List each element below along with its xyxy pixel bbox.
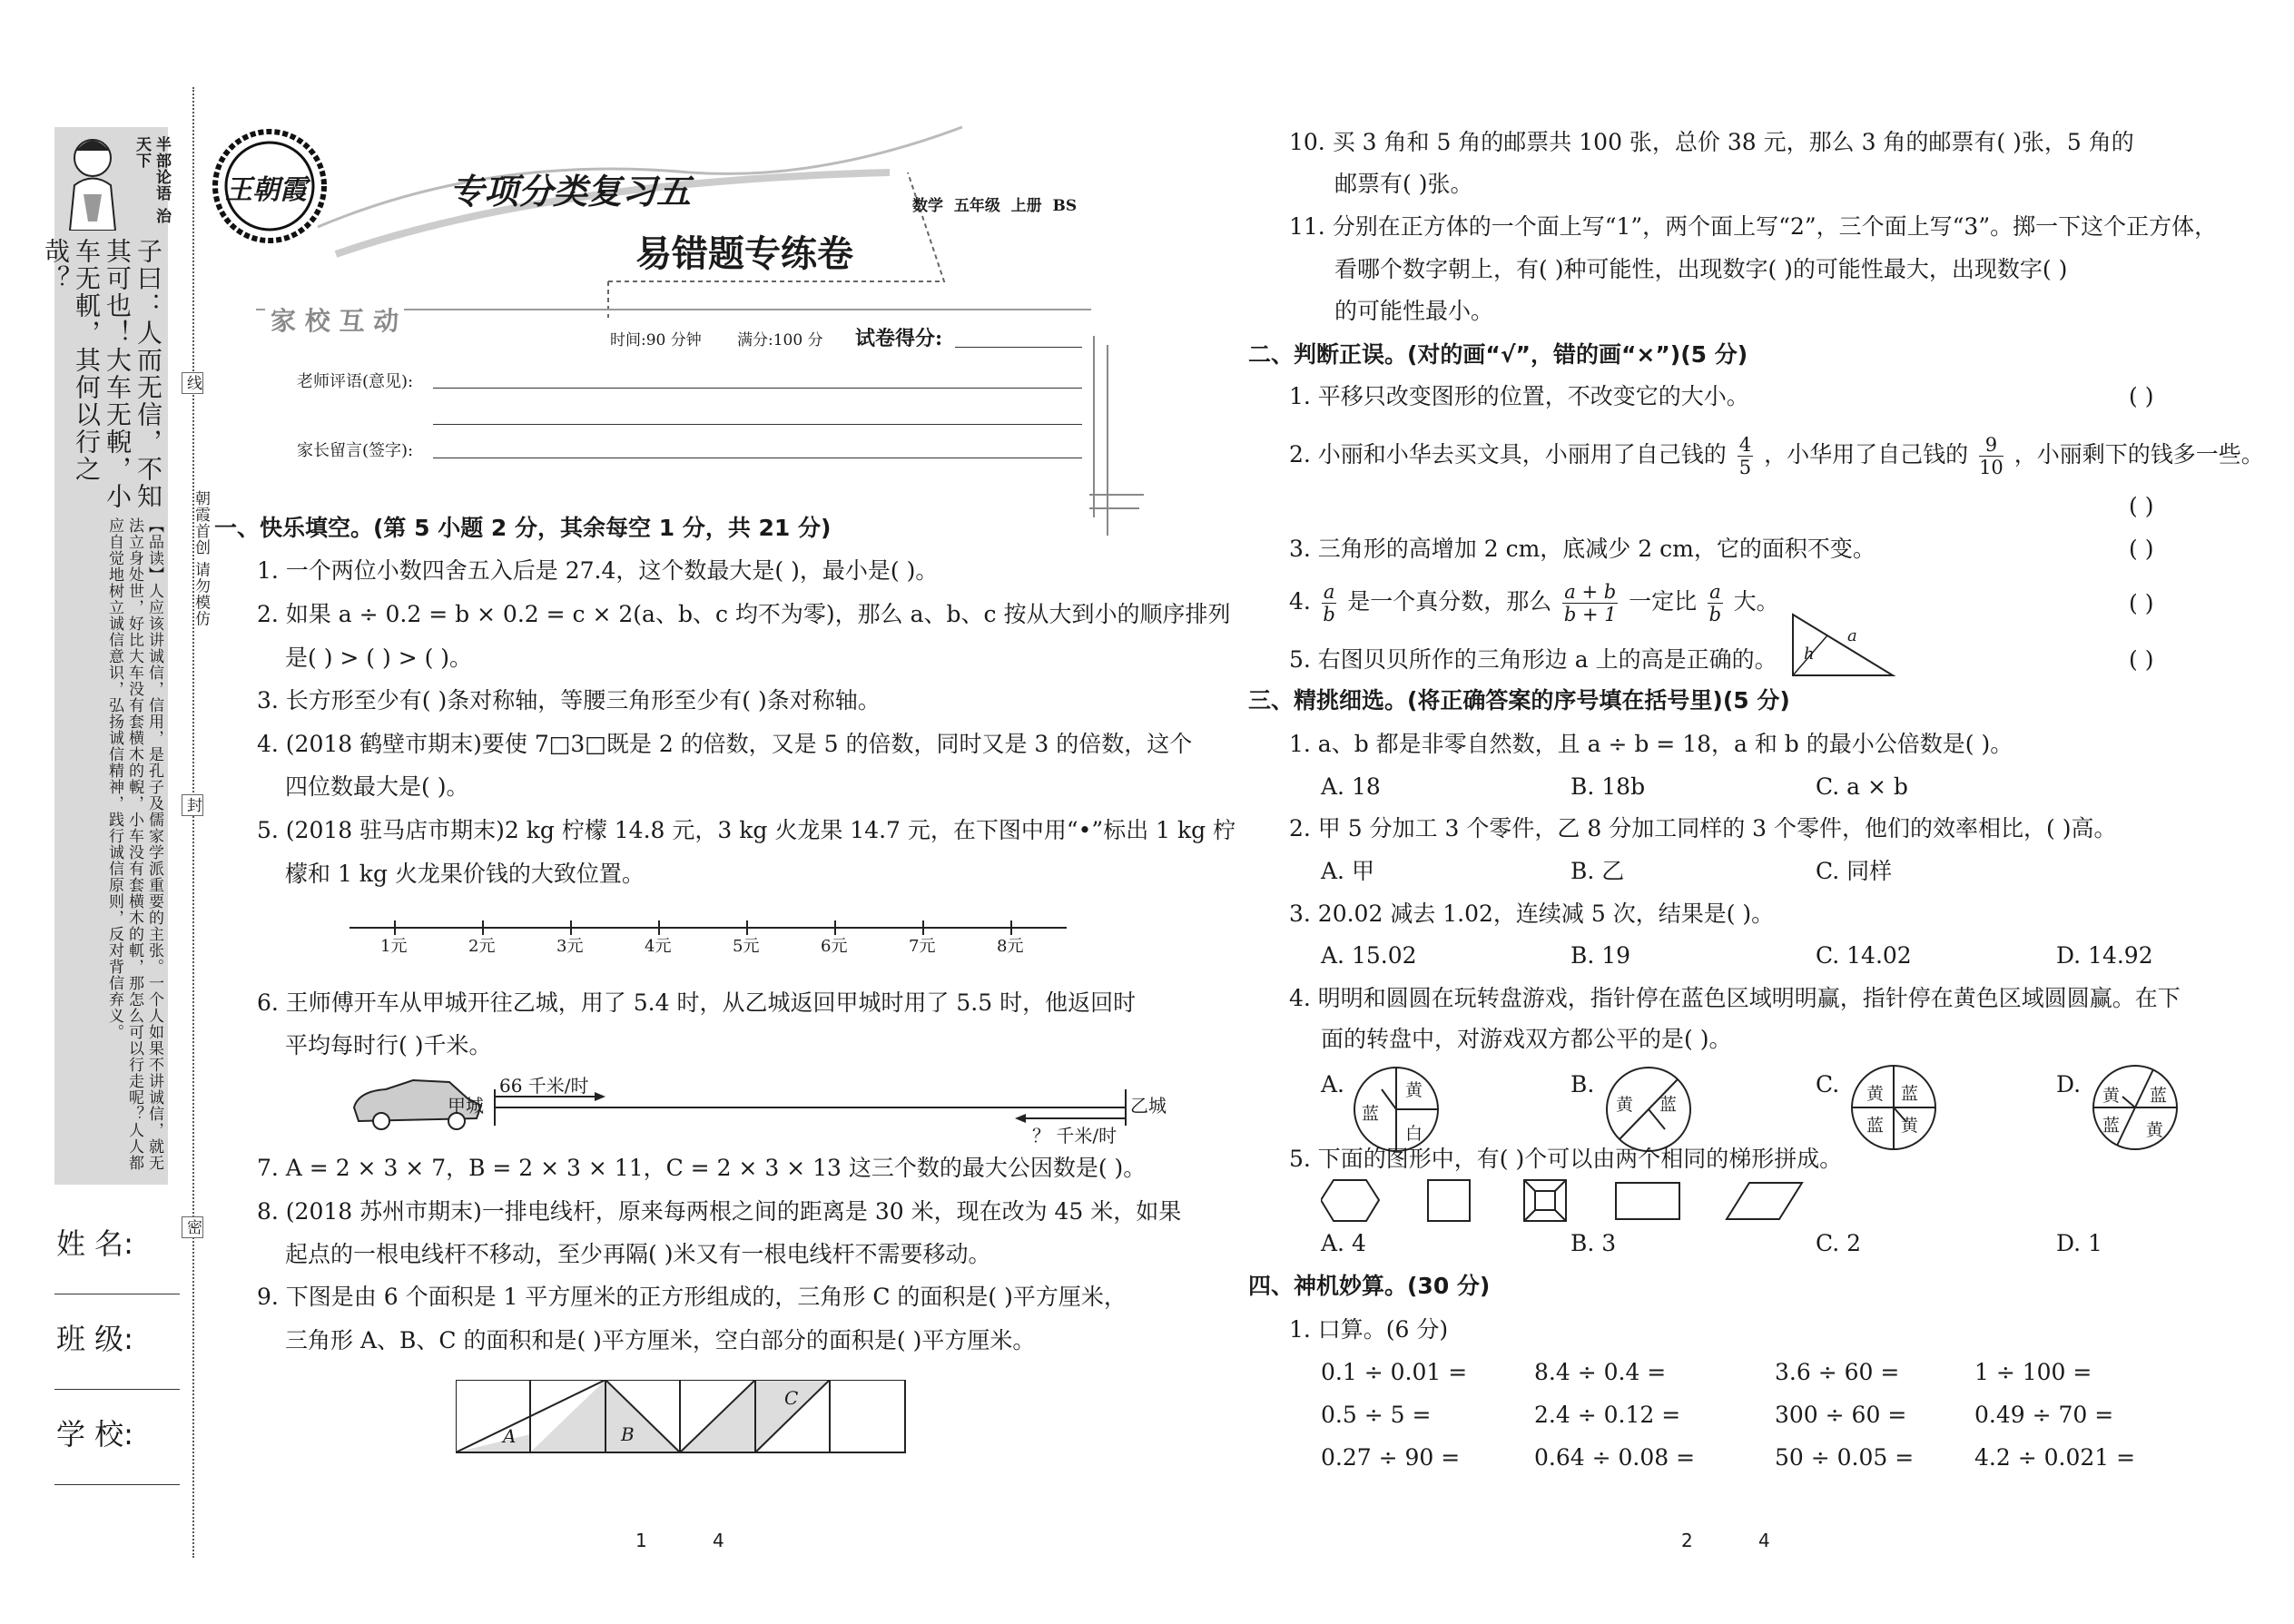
teacher-comment-label: 老师评语(意见): [297, 372, 414, 391]
question-9-line2: 三角形 A、B、C 的面积和是( )平方厘米，空白部分的面积是( )平方厘米。 [285, 1327, 1036, 1353]
choice-4-line2: 面的转盘中，对游戏双方都公平的是( )。 [1321, 1026, 1732, 1052]
blue-region: 蓝 [1866, 1116, 1885, 1136]
fraction-a-b-2 [1708, 581, 1723, 625]
fraction-4-5 [1738, 434, 1753, 478]
page-number: 2 [1681, 1530, 1693, 1551]
judge-2-answer[interactable]: ( ) [2129, 493, 2154, 519]
judge-1: 1. 平移只改变图形的位置，不改变它的大小。 [1289, 383, 1749, 409]
school-line[interactable] [54, 1484, 180, 1485]
question-5-line2: 檬和 1 kg 火龙果价钱的大致位置。 [285, 861, 645, 887]
question-1: 1. 一个两位小数四舍五入后是 27.4，这个数最大是( )，最小是( )。 [257, 557, 939, 584]
choice-3-option-d[interactable]: D. 14.92 [2056, 942, 2153, 969]
price-number-line [350, 917, 1076, 971]
calc-item: 2.4 ÷ 0.12 = [1534, 1402, 1681, 1428]
scholar-illustration [56, 131, 129, 231]
page-total: 4 [713, 1530, 724, 1551]
question-11-line2: 看哪个数字朝上，有( )种可能性，出现数字( )的可能性最大，出现数字( ) [1334, 256, 2068, 282]
fold-line-label: 密 [182, 1216, 203, 1238]
brand-note: 朝霞首创 请勿模仿 [192, 490, 210, 627]
side-a-label: a [1847, 626, 1857, 645]
triangle-height-figure [1784, 610, 1902, 683]
judge-4-num: 4. [1289, 588, 1311, 615]
question-10-line2: 邮票有( )张。 [1334, 171, 1473, 197]
question-9-line1: 9. 下图是由 6 个面积是 1 平方厘米的正方形组成的，三角形 C 的面积是( )平方厘米， [257, 1284, 1127, 1310]
choice-1-option-b[interactable]: B. 18b [1570, 773, 1646, 800]
denominator: b [1323, 604, 1335, 625]
question-4-line1: 4. (2018 鹤壁市期末)要使 7□3□既是 2 的倍数，又是 5 的倍数，同时又是 3 的倍数，这个 [257, 731, 1193, 757]
calc-item: 300 ÷ 60 = [1775, 1402, 1907, 1428]
question-6-line1: 6. 王师傅开车从甲城开往乙城，用了 5.4 时，从乙城返回甲城时用了 5.5 时，他返回时 [257, 989, 1137, 1016]
judge-2-text-1: 2. 小丽和小华去买文具，小丽用了自己钱的 [1289, 441, 1727, 468]
fraction-9-10 [1979, 434, 2004, 478]
judge-2-text-2: ，小华用了自己钱的 [1764, 441, 1969, 468]
denominator: b + 1 [1563, 604, 1617, 625]
box-corner-lines [1089, 336, 1144, 536]
blue-region: 蓝 [1901, 1084, 1919, 1104]
teacher-comment-line[interactable] [433, 388, 1082, 389]
choice-3-option-b[interactable]: B. 19 [1570, 942, 1631, 969]
tick-label: 7元 [909, 937, 936, 956]
reading-note: 【品读】人应该讲诚信，信用，是孔子及儒家学派重要的主张。一个人如果不讲诚信，就无法立身处世，好比大车没有套横木的輗，小车没有套横木的軏，那怎么可以行走呢？人人都应自觉地树立诚信意识，弘扬诚信精神，践行诚信原则，反对背信弃义。 [105, 517, 163, 1171]
tick-label: 6元 [821, 937, 848, 956]
fraction-a-b [1322, 581, 1337, 625]
yellow-region: 黄 [1405, 1080, 1423, 1100]
speed-return-label: ？ 千米/时 [1032, 1125, 1117, 1147]
choice-3-option-c[interactable]: C. 14.02 [1816, 942, 1912, 969]
spinner-d [2090, 1062, 2181, 1153]
choice-2-option-b[interactable]: B. 乙 [1570, 858, 1625, 884]
judge-2 [1289, 434, 2264, 478]
judge-5-answer[interactable]: ( ) [2129, 646, 2154, 673]
city-a-label: 甲城 [448, 1095, 484, 1117]
choice-1-option-a[interactable]: A. 18 [1321, 773, 1381, 800]
choice-1: 1. a、b 都是非零自然数，且 a ÷ b = 18，a 和 b 的最小公倍数是( )。 [1289, 731, 2013, 757]
question-11-line3: 的可能性最小。 [1334, 298, 1494, 324]
choice-3-option-a[interactable]: A. 15.02 [1321, 942, 1417, 969]
denominator: 5 [1738, 457, 1752, 478]
parallelogram-shape [1727, 1183, 1802, 1219]
route-diagram [350, 1071, 1185, 1147]
subject-meta: 数学 五年级 上册 BS [912, 197, 1078, 215]
spinner-c [1848, 1062, 1939, 1153]
tick-label: 4元 [645, 937, 672, 956]
choice-5-option-a[interactable]: A. 4 [1321, 1230, 1366, 1256]
denominator: b [1708, 604, 1722, 625]
choice-4-option-a[interactable]: A. [1321, 1071, 1345, 1097]
triangle-b-label: B [621, 1423, 635, 1445]
judge-3-answer[interactable]: ( ) [2129, 536, 2154, 562]
numerator: 4 [1738, 434, 1752, 456]
section-4-heading: 四、神机妙算。(30 分) [1248, 1273, 1491, 1299]
question-2-line1: 2. 如果 a ÷ 0.2 = b × 0.2 = c × 2(a、b、c 均不为零)，那么 a、b、c 按从大到小的顺序排列 [257, 601, 1231, 627]
city-b-label: 乙城 [1130, 1095, 1167, 1117]
question-7: 7. A = 2 × 3 × 7，B = 2 × 3 × 11，C = 2 × 3 × 13 这三个数的最大公因数是( )。 [257, 1155, 1147, 1181]
motto-header: 半部论语 治天下 [133, 136, 171, 224]
judge-3: 3. 三角形的高增加 2 cm，底减少 2 cm，它的面积不变。 [1289, 536, 1876, 562]
judge-5: 5. 右图贝贝所作的三角形边 a 上的高是正确的。 [1289, 646, 1777, 673]
section-1-heading: 一、快乐填空。(第 5 小题 2 分，其余每空 1 分，共 21 分) [214, 515, 832, 541]
section-3-heading: 三、精挑细选。(将正确答案的序号填在括号里)(5 分) [1248, 687, 1790, 714]
question-3: 3. 长方形至少有( )条对称轴，等腰三角形至少有( )条对称轴。 [257, 687, 881, 714]
calc-item: 0.5 ÷ 5 = [1321, 1402, 1432, 1428]
spinner-b [1603, 1064, 1694, 1155]
fraction-ab-b1 [1562, 581, 1618, 625]
mental-math-heading: 1. 口算。(6 分) [1289, 1316, 1449, 1343]
section-2-heading: 二、判断正误。(对的画“√”，错的画“×”)(5 分) [1248, 341, 1748, 368]
tick-label: 3元 [556, 937, 584, 956]
blue-region: 蓝 [2150, 1086, 2168, 1106]
square-shape [1428, 1180, 1470, 1221]
yellow-region: 黄 [2102, 1086, 2121, 1106]
choice-4-option-b[interactable]: B. [1570, 1071, 1595, 1097]
choice-4-option-c[interactable]: C. [1816, 1071, 1840, 1097]
spinner-a [1351, 1064, 1442, 1155]
cut-line-label: 线 [182, 372, 203, 394]
tick-label: 2元 [468, 937, 496, 956]
home-school-label: 家 校 互 动 [265, 301, 404, 338]
judge-4-answer[interactable]: ( ) [2129, 590, 2154, 616]
squares-figure [456, 1380, 910, 1462]
question-10-line1: 10. 买 3 角和 5 角的邮票共 100 张，总价 38 元，那么 3 角的邮票有( )张，5 角的 [1289, 129, 2134, 155]
numerator: 9 [1979, 434, 2004, 457]
numerator: a + b [1564, 581, 1617, 603]
score-line[interactable] [955, 347, 1082, 348]
choice-4-line1: 4. 明明和圆圆在玩转盘游戏，指针停在蓝色区域明明赢，指针停在黄色区域圆圆赢。在下 [1289, 985, 2181, 1011]
tick-label: 5元 [733, 937, 760, 956]
calc-item: 8.4 ÷ 0.4 = [1534, 1359, 1667, 1385]
question-2-line2: 是( ) > ( ) > ( )。 [285, 645, 473, 671]
question-8-line2: 起点的一根电线杆不移动，至少再隔( )米又有一根电线杆不需要移动。 [285, 1241, 991, 1267]
judge-4-text-3: 大。 [1733, 588, 1779, 615]
rectangle-shape [1616, 1183, 1679, 1219]
tick-label: 8元 [997, 937, 1024, 956]
school-label: 学 校: [56, 1417, 133, 1452]
tick-label: 1元 [380, 937, 408, 956]
class-label: 班 级: [56, 1322, 133, 1356]
triangle-c-label: C [784, 1387, 799, 1409]
judge-1-answer[interactable]: ( ) [2129, 383, 2154, 409]
judge-4-text-2: 一定比 [1629, 588, 1698, 615]
page-total: 4 [1758, 1530, 1770, 1551]
question-4-line2: 四位数最大是( )。 [285, 773, 469, 800]
choice-4-option-d[interactable]: D. [2056, 1071, 2082, 1097]
choice-3: 3. 20.02 减去 1.02，连续减 5 次，结果是( )。 [1289, 901, 1775, 927]
parent-note-label: 家长留言(签字): [297, 441, 414, 460]
yellow-region: 黄 [1616, 1095, 1634, 1115]
header-swoosh [309, 118, 962, 318]
exam-time: 时间:90 分钟 [610, 331, 702, 349]
blue-region: 蓝 [2102, 1116, 2121, 1136]
logo-text: 王朝霞 [225, 174, 307, 206]
calc-item: 0.1 ÷ 0.01 = [1321, 1359, 1468, 1385]
calc-item: 0.27 ÷ 90 = [1321, 1444, 1461, 1471]
choice-5-option-d[interactable]: D. 1 [2056, 1230, 2102, 1256]
calc-item: 4.2 ÷ 0.021 = [1974, 1444, 2136, 1471]
denominator: 10 [1979, 457, 2004, 478]
yellow-region: 黄 [1866, 1084, 1885, 1104]
numerator: a [1709, 581, 1721, 603]
choice-5-option-b[interactable]: B. 3 [1570, 1230, 1617, 1256]
class-line[interactable] [54, 1389, 180, 1390]
white-region: 白 [1405, 1124, 1423, 1144]
teacher-comment-line-2[interactable] [433, 424, 1082, 425]
question-6-line2: 平均每时行( )千米。 [285, 1032, 492, 1058]
blue-region: 蓝 [1362, 1104, 1380, 1124]
calc-item: 0.64 ÷ 0.08 = [1534, 1444, 1696, 1471]
numerator: a [1323, 581, 1335, 603]
choice-5: 5. 下面的图形中，有( )个可以由两个相同的梯形拼成。 [1289, 1146, 1843, 1172]
page-number: 1 [635, 1530, 647, 1551]
calc-item: 1 ÷ 100 = [1974, 1359, 2092, 1385]
blue-region: 蓝 [1659, 1095, 1678, 1115]
score-label: 试卷得分: [855, 327, 943, 350]
yellow-region: 黄 [2146, 1120, 2164, 1140]
judge-4 [1289, 581, 1779, 625]
seal-line-label: 封 [182, 794, 203, 816]
calc-item: 0.49 ÷ 70 = [1974, 1402, 2114, 1428]
series-title: 专项分类复习五 [449, 172, 692, 212]
confucius-quote: 子曰：人而无信，不知其可也！大车无輗，小车无軏，其何以行之哉？ [41, 238, 163, 510]
page-title: 易错题专练卷 [635, 232, 853, 275]
choice-1-option-c[interactable]: C. a × b [1816, 773, 1908, 800]
name-label: 姓 名: [56, 1226, 133, 1261]
frame-square-shape [1524, 1180, 1566, 1221]
choice-2-option-a[interactable]: A. 甲 [1321, 858, 1374, 884]
exam-full-score: 满分:100 分 [737, 331, 823, 349]
triangle-a-label: A [503, 1425, 517, 1447]
judge-2-text-3: ，小丽剩下的钱多一些。 [2013, 441, 2264, 468]
speed-forward-label: 66 千米/时 [499, 1075, 589, 1097]
choice-2: 2. 甲 5 分加工 3 个零件，乙 8 分加工同样的 3 个零件，他们的效率相比，( )高。 [1289, 815, 2117, 842]
shapes-row [1321, 1176, 1866, 1225]
yellow-region: 黄 [1901, 1116, 1919, 1136]
choice-5-option-c[interactable]: C. 2 [1816, 1230, 1862, 1256]
hexagon-shape [1321, 1180, 1379, 1221]
cut-dotted-line [192, 87, 194, 1558]
calc-item: 50 ÷ 0.05 = [1775, 1444, 1915, 1471]
calc-item: 3.6 ÷ 60 = [1775, 1359, 1900, 1385]
home-school-box [256, 306, 1091, 483]
question-8-line1: 8. (2018 苏州市期末)一排电线杆，原来每两根之间的距离是 30 米，现在改为 45 米，如果 [257, 1198, 1182, 1225]
height-label: h [1804, 645, 1815, 664]
judge-4-text-1: 是一个真分数，那么 [1347, 588, 1552, 615]
question-11-line1: 11. 分别在正方体的一个面上写“1”，两个面上写“2”，三个面上写“3”。掷一下这个正方体， [1289, 213, 2218, 240]
question-5-line1: 5. (2018 驻马店市期末)2 kg 柠檬 14.8 元，3 kg 火龙果 14.7 元，在下图中用“•”标出 1 kg 柠 [257, 817, 1236, 843]
choice-2-option-c[interactable]: C. 同样 [1816, 858, 1893, 884]
